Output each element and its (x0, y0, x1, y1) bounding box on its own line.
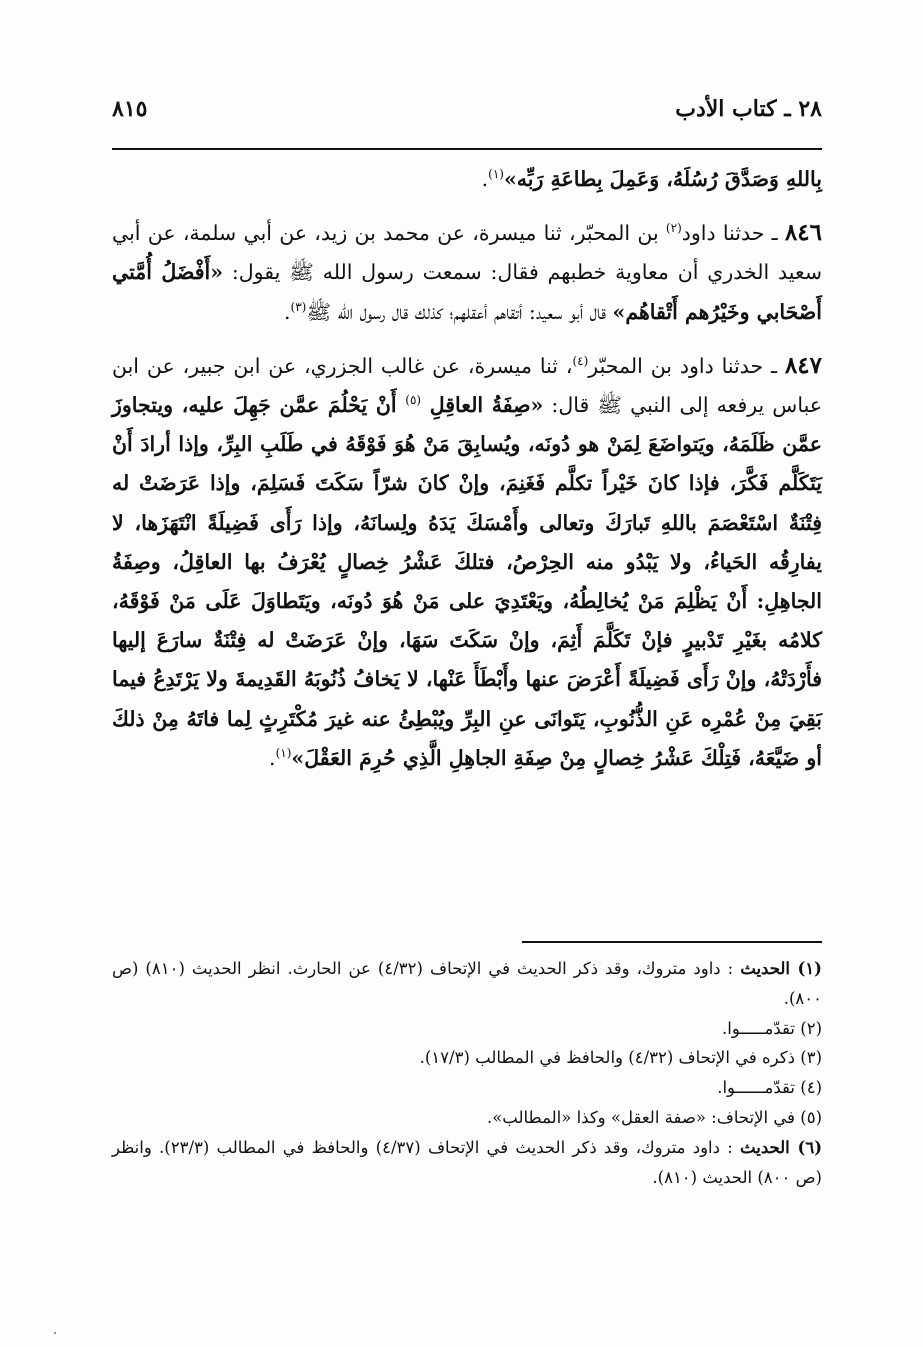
running-title: ٢٨ ـ كتاب الأدب (675, 96, 822, 122)
hadith-quote: «أَفْضَلُ أُمَّتي أَصْحَابي وخَيْرُهم أَتْقاهُم» (112, 260, 822, 324)
footnote-4 (112, 1073, 822, 1103)
footnote-rule (522, 941, 822, 943)
hadith-text: حدثنا داود بن المحبّر (588, 353, 764, 378)
footnote-label: (٢) (800, 1018, 822, 1038)
sentence-end: . (284, 299, 291, 324)
number-dash: ـ (763, 353, 785, 378)
sentence-end: . (269, 745, 276, 770)
footnote-label: (٣) (800, 1048, 822, 1068)
footnote-6 (112, 1133, 822, 1193)
sentence-end: . (481, 167, 489, 191)
footnotes (112, 954, 822, 1192)
footnote-text: ذكره في الإتحاف (٤/٣٢) والحافظ في المطالب (١٧/٣). (419, 1048, 795, 1068)
footnote-5 (112, 1103, 822, 1133)
footnote-marker: (٣) (290, 299, 307, 314)
footnote-label: (٤) (800, 1078, 822, 1098)
footnote-text: : داود متروك، وقد ذكر الحديث في الإتحاف (٤/٣٢) عن الحارث. انظر الحديث (٨١٠) (ص ٨٠٠). (112, 959, 822, 1008)
footnote-label: (٦) الحديث (740, 1137, 822, 1157)
footnote-label: (١) الحديث (740, 959, 822, 978)
hadith-number: ٨٤٧ (784, 351, 822, 379)
footnote-text: تقدّمـــــوا. (722, 1018, 795, 1038)
footnote-marker: (١) (275, 746, 292, 761)
footnote-marker: (٤) (572, 353, 589, 368)
footnote-2 (112, 1014, 822, 1044)
hadith-quote: أَنْ يَحْلُمَ عمَّن جَهِلَ عليه، ويتجاوزَ عمَّن ظَلَمَهُ، ويَتواضَعَ لِمَنْ هو دُونَه، ويُسابِقَ مَنْ هُوَ فَوْقَهُ في طَلَبِ البِرِّ، وإذا أرادَ أَنْ يَتَكَلَّم فَكَّرَ، فإذا كانَ خَيْراً تكلَّم فَغَنِمَ، وإنْ كانَ شرّاً سَكَتَ فَسَلِمَ، وإذا عَرَضَتْ له فِتْنَةٌ اسْتَعْصَمَ باللهِ تَبارَكَ وتعالى وأَمْسَكَ يَدَهُ ولِسانَهُ، وإذا رَأَى فَضِيلَةً انْتَهَزَها، لا يفارِقُه الحَياءُ، ولا يَبْدُو منه الحِرْصُ، فتلكَ عَشْرُ خِصالٍ يُعْرَفُ بها العاقِلُ، وصِفَةُ الجاهِلِ: أَنْ يَظْلِمَ مَنْ يُخالِطُهُ، ويَعْتَدِيَ على مَنْ هُوَ دُونَه، ويَتَطاوَلَ عَلَى مَنْ فَوْقَهُ، كلامُه بغَيْرِ تَدْبيرٍ فإنْ تَكَلَّمَ أَثِمَ، وإنْ سَكَتَ سَهَا، وإنْ عَرَضَتْ له فِتْنَةٌ سارَعَ إليها فأَرْدَتْهُ، وإنْ رَأَى فَضِيلَةً أَعْرَضَ عنها وأَبْطَأَ عَنْها، لا يَخافُ ذُنُوبَهُ القَدِيمةَ ولا يَرْتَدِعُ فيما بَقِيَ مِنْ عُمْرِه عَنِ الذُّنُوبِ، يَتَوانَى عنِ البِرِّ ويُبْطِئُ عنه غيرَ مُكْتَرِثٍ لِما فاتَهُ مِنْ ذلكَ أو ضَيَّعَهُ، فَتِلْكَ عَشْرُ خِصالٍ مِنْ صِفَةِ الجاهِلِ الَّذِي حُرِمَ العَقْلَ» (112, 393, 822, 770)
hadith-number: ٨٤٦ (784, 219, 822, 247)
footnote-marker: (١) (488, 167, 504, 182)
hadith-text: ، ثنا ميسرة، عن غالب الجزري، عن ابن جبير، عن ابن عباس يرفعه إلى النبي ﷺ قال: (112, 353, 822, 418)
footnote-marker: (٥) (405, 393, 422, 408)
scan-speck (54, 1332, 56, 1334)
paragraph-gap (112, 199, 822, 213)
hadith-847 (112, 346, 822, 778)
hadith-846 (112, 213, 822, 332)
hadith-text: قال أبو سعيد: أتقاهم أعقلهم؛ كذلك قال رسول الله ﷺ (306, 299, 613, 324)
page-number: ٨١٥ (112, 96, 148, 122)
main-text (112, 160, 822, 778)
footnote-marker: (٢) (665, 221, 682, 236)
paragraph-continuation (112, 160, 822, 199)
continuation-text: بِاللهِ وَصَدَّقَ رُسُلَهُ، وَعَمِلَ بِطاعَةِ رَبِّه» (503, 167, 822, 191)
page-header (112, 96, 822, 136)
hadith-text: بن المحبّر، ثنا ميسرة، عن محمد بن زيد، عن أبي سلمة، عن أبي سعيد الخدري أن معاوية خطبهم فقال: سمعت رسول الله ﷺ يقول: (112, 221, 822, 285)
footnote-text: في الإتحاف: «صفة العقل» وكذا «المطالب». (486, 1107, 795, 1127)
hadith-text: حدثنا داود (681, 221, 765, 246)
hadith-quote: «صِفَةُ العاقِلِ (421, 393, 544, 418)
number-dash: ـ (764, 221, 785, 246)
header-rule (112, 148, 822, 150)
footnote-3 (112, 1043, 822, 1073)
paragraph-gap (112, 332, 822, 346)
footnote-text: تقدّمــــــوا. (717, 1078, 795, 1098)
footnote-label: (٥) (800, 1107, 822, 1127)
footnote-1 (112, 954, 822, 1014)
footnote-text: : داود متروك، وقد ذكر الحديث في الإتحاف (٤/٣٧) والحافظ في المطالب (٢٣/٣). وانظر (ص ٨٠٠) الحديث (٨١٠). (112, 1137, 822, 1187)
